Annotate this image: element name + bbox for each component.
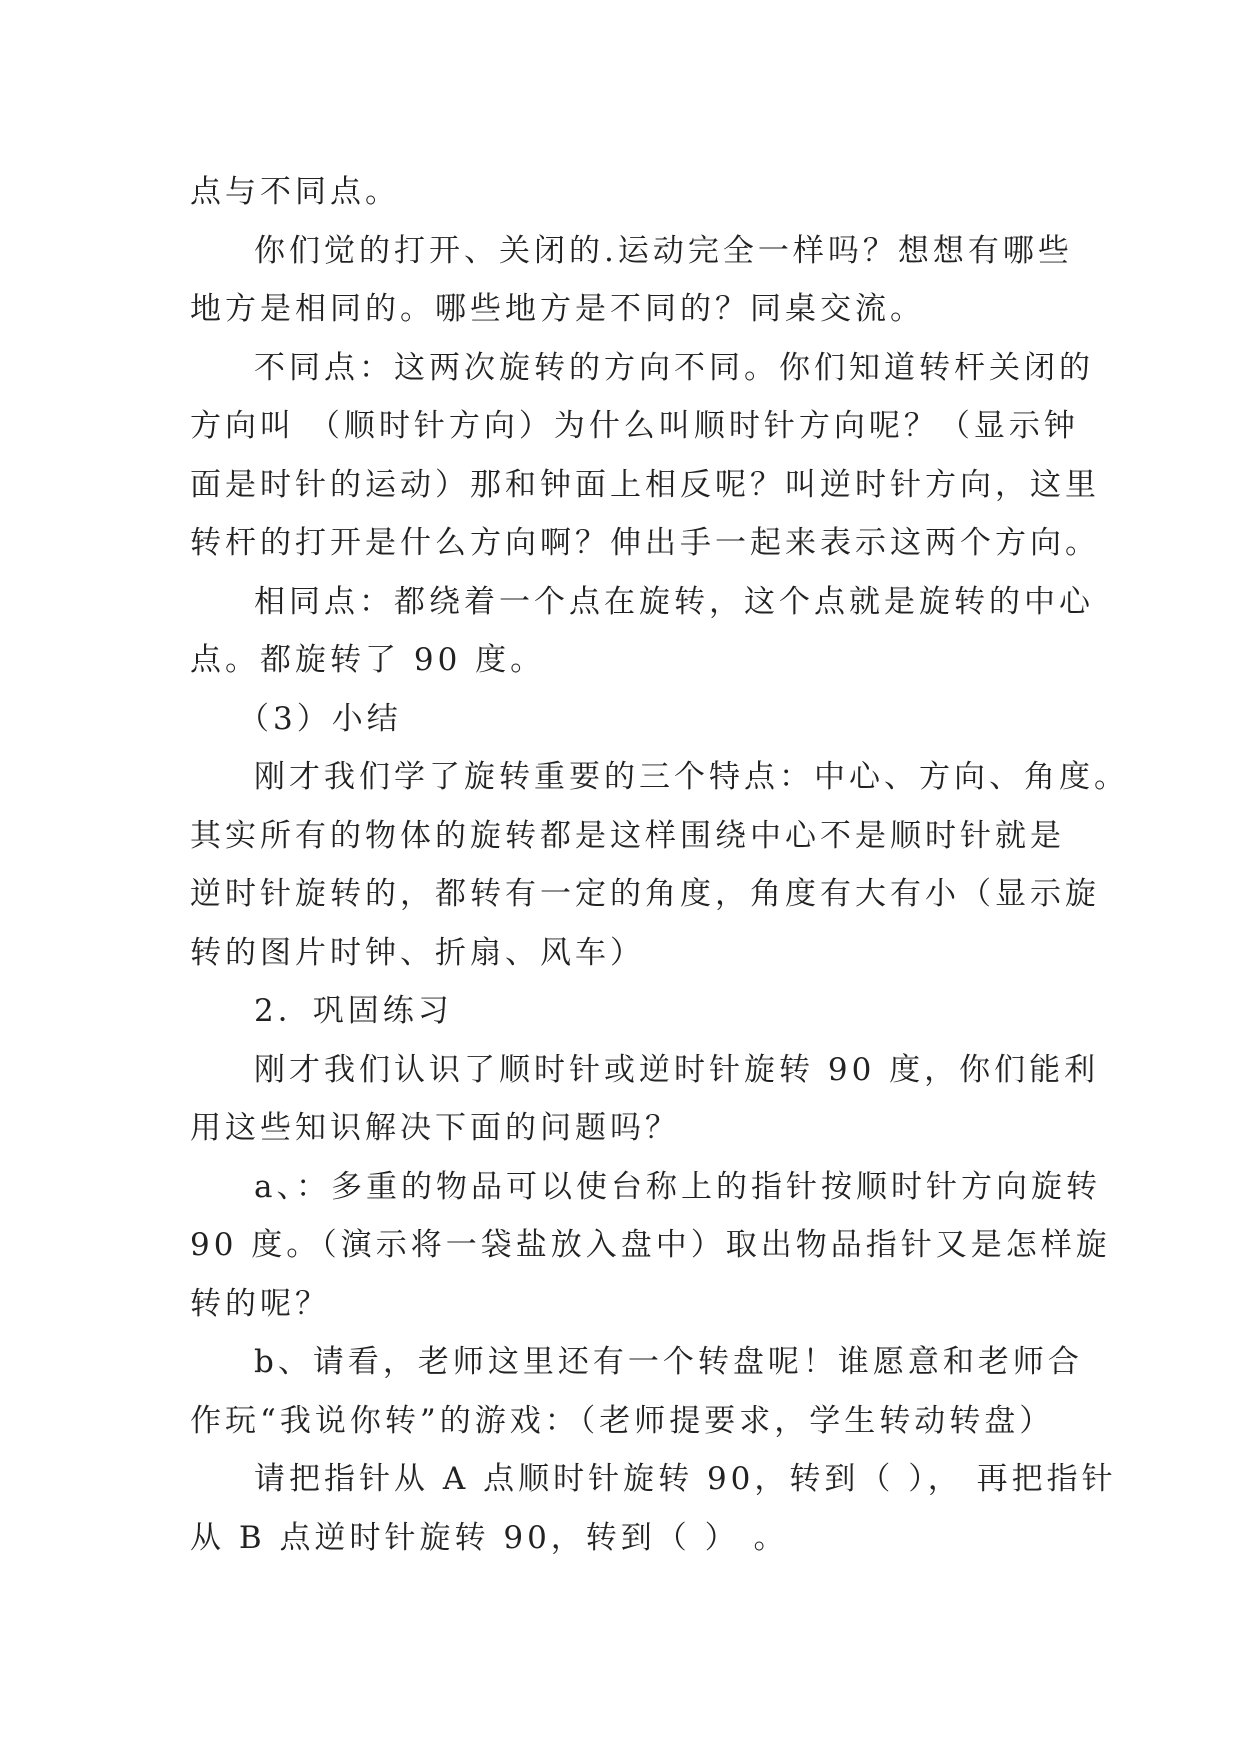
- text-line: 转的图片时钟、折扇、风车）: [190, 934, 645, 971]
- text-line: a、：多重的物品可以使台称上的指针按顺时针方向旋转: [254, 1168, 1101, 1205]
- text-line: 点与不同点。: [190, 174, 400, 210]
- text-line: b、请看，老师这里还有一个转盘呢！谁愿意和老师合: [254, 1344, 1083, 1380]
- text-line: 转的呢？: [190, 1285, 330, 1322]
- text-line: 刚才我们学了旋转重要的三个特点：中心、方向、角度。: [254, 759, 1129, 795]
- section-heading: 2．巩固练习: [254, 993, 453, 1029]
- text-line: 方向叫 （顺时针方向）为什么叫顺时针方向呢？（显示钟: [190, 408, 1079, 444]
- text-line: 从 B 点逆时针旋转 90，转到（ ） 。: [190, 1519, 789, 1556]
- document-body: [190, 163, 1129, 1567]
- text-line: 地方是相同的。哪些地方是不同的？同桌交流。: [190, 291, 925, 327]
- text-line: 作玩“我说你转”的游戏：（老师提要求，学生转动转盘）: [190, 1402, 1055, 1439]
- text-line: 转杆的打开是什么方向啊？伸出手一起来表示这两个方向。: [190, 525, 1100, 561]
- text-line: 相同点：都绕着一个点在旋转，这个点就是旋转的中心: [254, 583, 1094, 620]
- text-line: 90 度。（演示将一袋盐放入盘中）取出物品指针又是怎样旋: [190, 1227, 1111, 1263]
- section-heading: （3）小结: [238, 700, 402, 737]
- text-line: 面是时针的运动）那和钟面上相反呢？叫逆时针方向，这里: [190, 466, 1100, 503]
- text-line: 其实所有的物体的旋转都是这样围绕中心不是顺时针就是: [190, 817, 1065, 854]
- text-line: 不同点：这两次旋转的方向不同。你们知道转杆关闭的: [254, 349, 1094, 386]
- text-line: 请把指针从 A 点顺时针旋转 90，转到（ ）， 再把指针: [254, 1461, 1117, 1497]
- text-line: 用这些知识解决下面的问题吗？: [190, 1110, 680, 1146]
- text-line: 逆时针旋转的，都转有一定的角度，角度有大有小（显示旋: [190, 876, 1100, 912]
- text-line: 点。都旋转了 90 度。: [190, 642, 546, 678]
- text-line: 你们觉的打开、关闭的.运动完全一样吗？想想有哪些: [254, 232, 1073, 269]
- text-line: 刚才我们认识了顺时针或逆时针旋转 90 度，你们能利: [254, 1051, 1100, 1088]
